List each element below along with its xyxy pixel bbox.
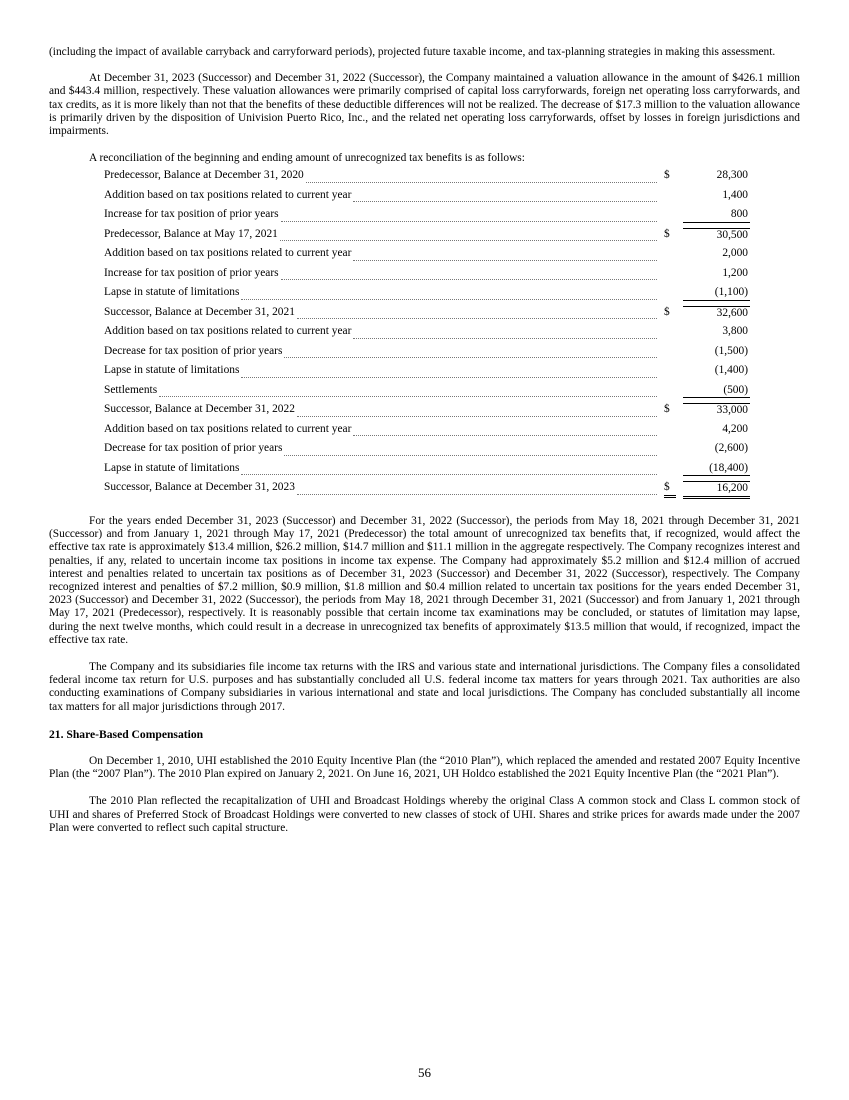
row-value: 1,400 — [722, 188, 748, 201]
table-row — [49, 460, 800, 480]
row-value: (1,400) — [714, 364, 748, 377]
row-label: Predecessor, Balance at May 17, 2021 — [104, 227, 278, 240]
table-row — [49, 304, 800, 324]
row-label-container — [104, 364, 657, 377]
document-page — [49, 46, 800, 835]
row-label-container — [104, 423, 657, 436]
row-label-container — [104, 267, 657, 280]
dot-leader — [353, 328, 657, 339]
dot-leader — [281, 211, 657, 222]
row-value: (18,400) — [683, 462, 750, 476]
dot-leader — [159, 386, 657, 397]
row-label-container — [104, 189, 657, 202]
row-label: Addition based on tax positions related to current year — [104, 422, 352, 435]
dot-leader — [241, 367, 657, 378]
unrecognized-benefits-paragraph: For the years ended December 31, 2023 (Successor) and December 31, 2022 (Successor), the periods from May 18, 2021 through December 31, 2021 (Successor) and from January 1, 2021 through May 17, 2021 (Predecessor) the total amount of unrecognized tax benefits that, if recognized, would affect the effective tax rate is approximately $13.4 million, $26.2 million, $14.7 million and $11.1 million in the aggregate respectively. The Company recognizes interest and penalties, if any, related to uncertain income tax positions in income tax expense. The Company had approximately $5.2 million and $12.4 million of accrued interest and penalties related to uncertain tax positions as of December 31, 2023 (Successor) and December 31, 2022 (Successor), respectively. The Company recognized interest and penalties of $7.2 million, $0.9 million, $1.8 million and $0.4 million related to uncertain tax positions for the years ended December 31, 2023 (Successor) and December 31, 2022 (Successor), the periods from May 18, 2021 through December 31, 2021 (Successor) and from January 1, 2021 through May 17, 2021 (Predecessor), respectively. It is reasonably possible that certain income tax examinations may be concluded, or statutes of limitation may lapse, during the next twelve months, which could result in a decrease in unrecognized tax benefits of approximately $13.5 million that would, if recognized, impact the effective tax rate. — [49, 514, 800, 646]
row-value: 2,000 — [722, 247, 748, 260]
row-label-container — [104, 247, 657, 260]
valuation-allowance-paragraph: At December 31, 2023 (Successor) and December 31, 2022 (Successor), the Company maintained a valuation allowance in the amount of $426.1 million and $443.4 million, respectively. These valuation allowances were primarily comprised of capital loss carryforwards, foreign net operating loss carryforwards, and tax credits, as it is more likely than not that the benefits of these deductible differences will not be realized. The decrease of $17.3 million to the valuation allowance is primarily driven by the disposition of Univision Puerto Rico, Inc., and the related net operating loss carryforwards, offset by losses in foreign jurisdictions and impairments. — [49, 72, 800, 138]
row-value: 28,300 — [716, 169, 748, 182]
row-label: Addition based on tax positions related to current year — [104, 188, 352, 201]
currency-symbol: $ — [664, 169, 670, 182]
row-label-container — [104, 325, 657, 338]
row-label-container — [104, 345, 657, 358]
currency-symbol: $ — [664, 403, 670, 416]
row-value: 3,800 — [722, 325, 748, 338]
row-label-container — [104, 442, 657, 455]
table-row — [49, 440, 800, 460]
row-value: 800 — [683, 208, 750, 222]
row-label-container — [104, 306, 657, 319]
table-row — [49, 187, 800, 207]
row-label: Decrease for tax position of prior years — [104, 344, 283, 357]
equity-plan-paragraph-1: On December 1, 2010, UHI established the 2010 Equity Incentive Plan (the “2010 Plan”), which replaced the amended and restated 2007 Equity Incentive Plan (the “2007 Plan”). The 2010 Plan expired on January 2, 2021. On June 16, 2021, UH Holdco established the 2021 Equity Incentive Plan (the “2021 Plan”). — [49, 754, 800, 781]
dot-leader — [297, 406, 657, 417]
table-row — [49, 245, 800, 265]
table-row — [49, 323, 800, 343]
reconciliation-intro: A reconciliation of the beginning and ending amount of unrecognized tax benefits is as follows: — [89, 152, 525, 165]
dot-leader — [284, 347, 657, 358]
table-row — [49, 362, 800, 382]
table-row — [49, 265, 800, 285]
row-value: (2,600) — [714, 442, 748, 455]
row-label: Successor, Balance at December 31, 2022 — [104, 403, 295, 416]
row-label: Increase for tax position of prior years — [104, 208, 279, 221]
row-value: (1,500) — [714, 344, 748, 357]
row-label: Lapse in statute of limitations — [104, 364, 240, 377]
tax-returns-paragraph: The Company and its subsidiaries file income tax returns with the IRS and various state and international jurisdictions. The Company files a consolidated federal income tax return for U.S. purposes and has substantially concluded all U.S. federal income tax matters for years through 2021. Tax authorities are also conducting examinations of Company subsidiaries in various international and state and local jurisdictions. The Company has concluded substantially all income tax matters for all major jurisdictions through 2017. — [49, 660, 800, 713]
row-value: (1,100) — [683, 286, 750, 300]
table-row — [49, 226, 800, 246]
dot-leader — [284, 445, 657, 456]
row-label: Successor, Balance at December 31, 2023 — [104, 481, 295, 494]
table-row — [49, 167, 800, 187]
row-label: Successor, Balance at December 31, 2021 — [104, 305, 295, 318]
table-row — [49, 479, 800, 499]
row-value: 32,600 — [683, 306, 750, 320]
dot-leader — [353, 250, 657, 261]
dot-leader — [241, 289, 657, 300]
row-value: 1,200 — [722, 266, 748, 279]
page-number: 56 — [418, 1065, 431, 1080]
intro-paragraph: (including the impact of available carryback and carryforward periods), projected future taxable income, and tax-planning strategies in making this assessment. — [49, 46, 776, 58]
table-row — [49, 382, 800, 402]
row-label-container — [104, 228, 657, 241]
equity-plan-paragraph-2: The 2010 Plan reflected the recapitalization of UHI and Broadcast Holdings whereby the original Class A common stock and Class L common stock of UHI and shares of Preferred Stock of Broadcast Holdings were converted to new classes of stock of UHI. Shares and strike prices for awards made under the 2007 Plan were converted to reflect such capital structure. — [49, 795, 800, 834]
row-label-container — [104, 384, 657, 397]
dot-leader — [353, 425, 657, 436]
currency-symbol: $ — [664, 481, 676, 497]
dot-leader — [306, 172, 657, 183]
table-row — [49, 421, 800, 441]
dot-leader — [280, 230, 657, 241]
table-row — [49, 401, 800, 421]
section-heading: 21. Share-Based Compensation — [49, 727, 204, 741]
dot-leader — [353, 191, 657, 202]
row-label: Settlements — [104, 383, 158, 396]
row-label-container — [104, 286, 657, 299]
row-label: Predecessor, Balance at December 31, 2020 — [104, 169, 304, 182]
table-row — [49, 206, 800, 226]
table-row — [49, 284, 800, 304]
row-label: Addition based on tax positions related to current year — [104, 325, 352, 338]
row-label: Lapse in statute of limitations — [104, 461, 240, 474]
dot-leader — [297, 484, 657, 495]
row-label-container — [104, 208, 657, 221]
unrecognized-tax-benefits-table — [49, 167, 800, 499]
currency-symbol: $ — [664, 227, 670, 240]
row-label: Decrease for tax position of prior years — [104, 442, 283, 455]
row-label-container — [104, 462, 657, 475]
row-value: 33,000 — [683, 403, 750, 417]
row-value: 16,200 — [683, 481, 750, 498]
row-label-container — [104, 403, 657, 416]
row-label: Increase for tax position of prior years — [104, 266, 279, 279]
dot-leader — [241, 464, 657, 475]
row-label-container — [104, 169, 657, 182]
dot-leader — [297, 308, 657, 319]
currency-symbol: $ — [664, 305, 670, 318]
row-value: 30,500 — [683, 228, 750, 242]
dot-leader — [281, 269, 657, 280]
row-value: 4,200 — [722, 422, 748, 435]
row-label: Addition based on tax positions related to current year — [104, 247, 352, 260]
row-label: Lapse in statute of limitations — [104, 286, 240, 299]
table-row — [49, 343, 800, 363]
row-value: (500) — [683, 384, 750, 398]
row-label-container — [104, 481, 657, 494]
